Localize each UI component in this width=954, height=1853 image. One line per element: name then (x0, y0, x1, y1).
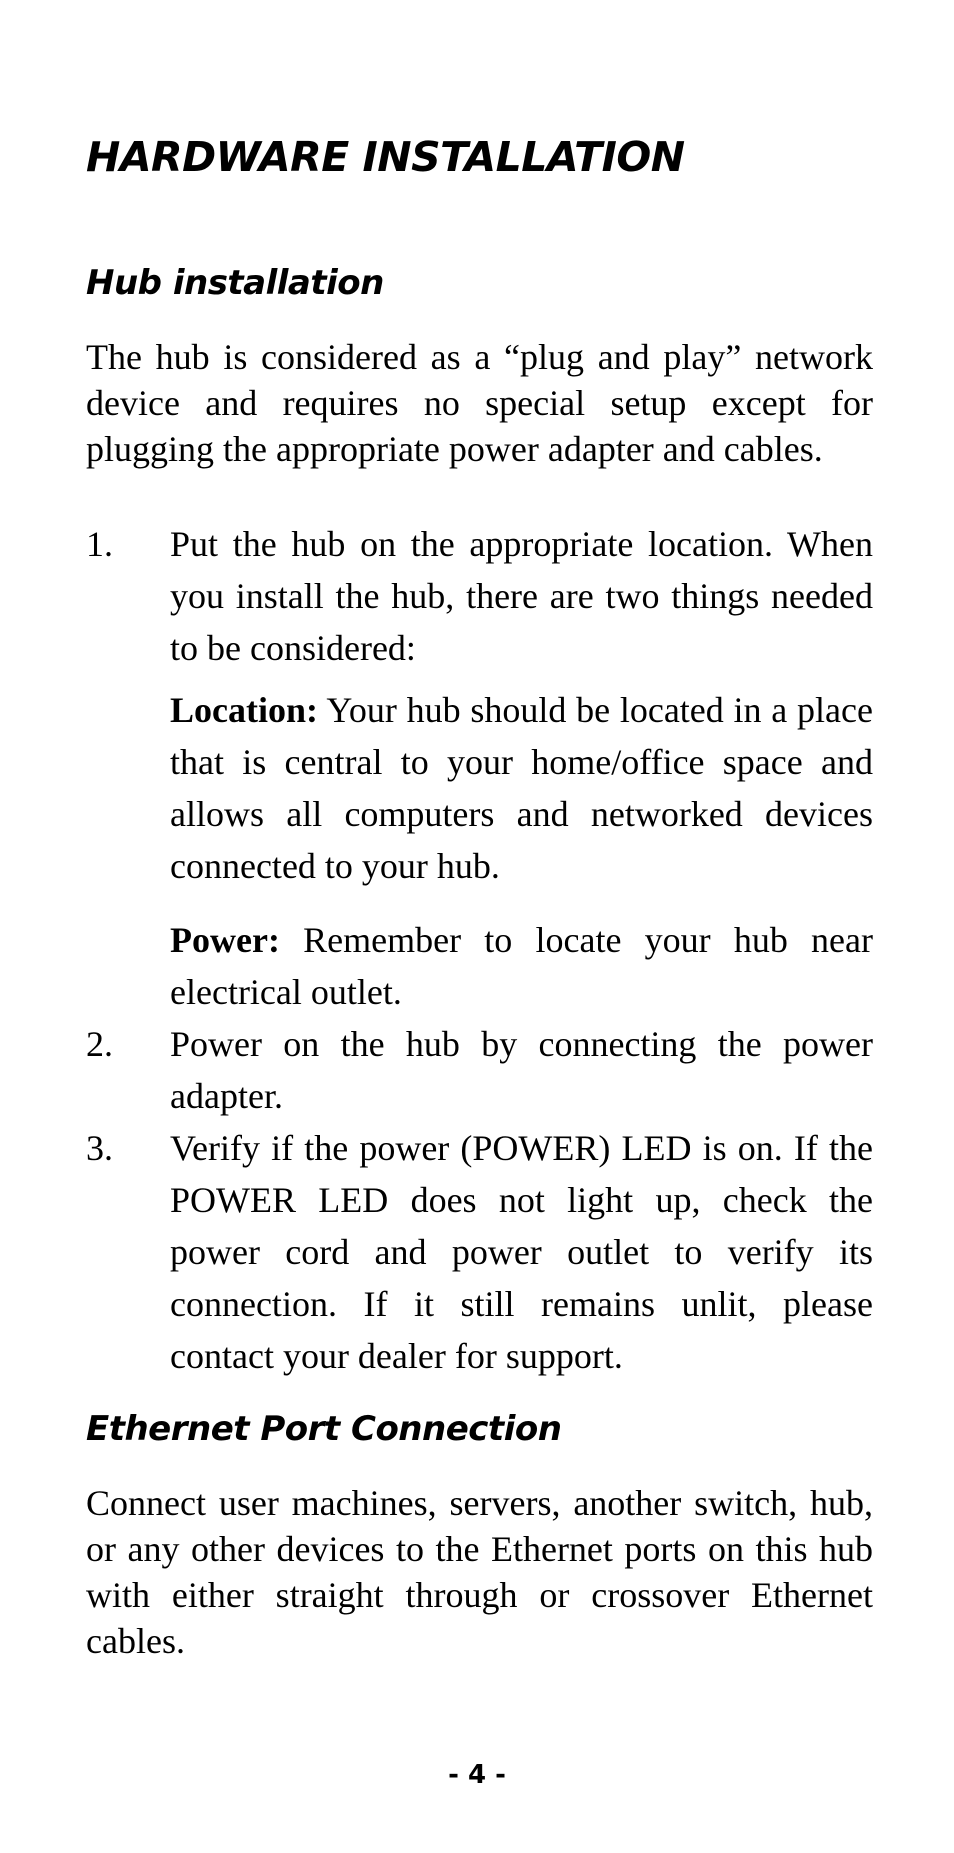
page-number: - 4 - (448, 1760, 506, 1790)
ethernet-paragraph: Connect user machines, servers, another switch, hub, or any other devices to the Ethernet ports on this hub with either straight through or crossover Ethernet cables. (86, 1483, 873, 1661)
list-item-number: 1. (86, 524, 113, 564)
power-note (170, 914, 873, 1018)
list-item-text: Verify if the power (POWER) LED is on. If the POWER LED does not light up, check the power cord and power outlet to verify its connection. If it still remains unlit, please contact your dealer for support. (170, 1128, 873, 1376)
location-note-label: Location: (170, 690, 318, 730)
hub-intro-paragraph: The hub is considered as a “plug and play” network device and requires no special setup except for plugging the appropriate power adapter and cables. (86, 337, 873, 469)
section-heading-hub-installation: Hub installation (86, 263, 384, 303)
list-item-number: 2. (86, 1024, 113, 1064)
page-title: HARDWARE INSTALLATION (86, 133, 685, 181)
location-note-text: Your hub should be located in a place that is central to your home/office space and allows all computers and networked devices connected to your hub. (170, 690, 873, 886)
document-page (86, 0, 873, 1853)
power-note-label: Power: (170, 920, 280, 960)
location-note (170, 684, 873, 892)
list-item-number: 3. (86, 1128, 113, 1168)
list-item-text: Power on the hub by connecting the power adapter. (170, 1024, 873, 1116)
list-item-text: Put the hub on the appropriate location. When you install the hub, there are two things needed to be considered: (170, 524, 873, 668)
power-note-text: Remember to locate your hub near electrical outlet. (170, 920, 873, 1012)
section-heading-ethernet-port-connection: Ethernet Port Connection (86, 1409, 562, 1449)
